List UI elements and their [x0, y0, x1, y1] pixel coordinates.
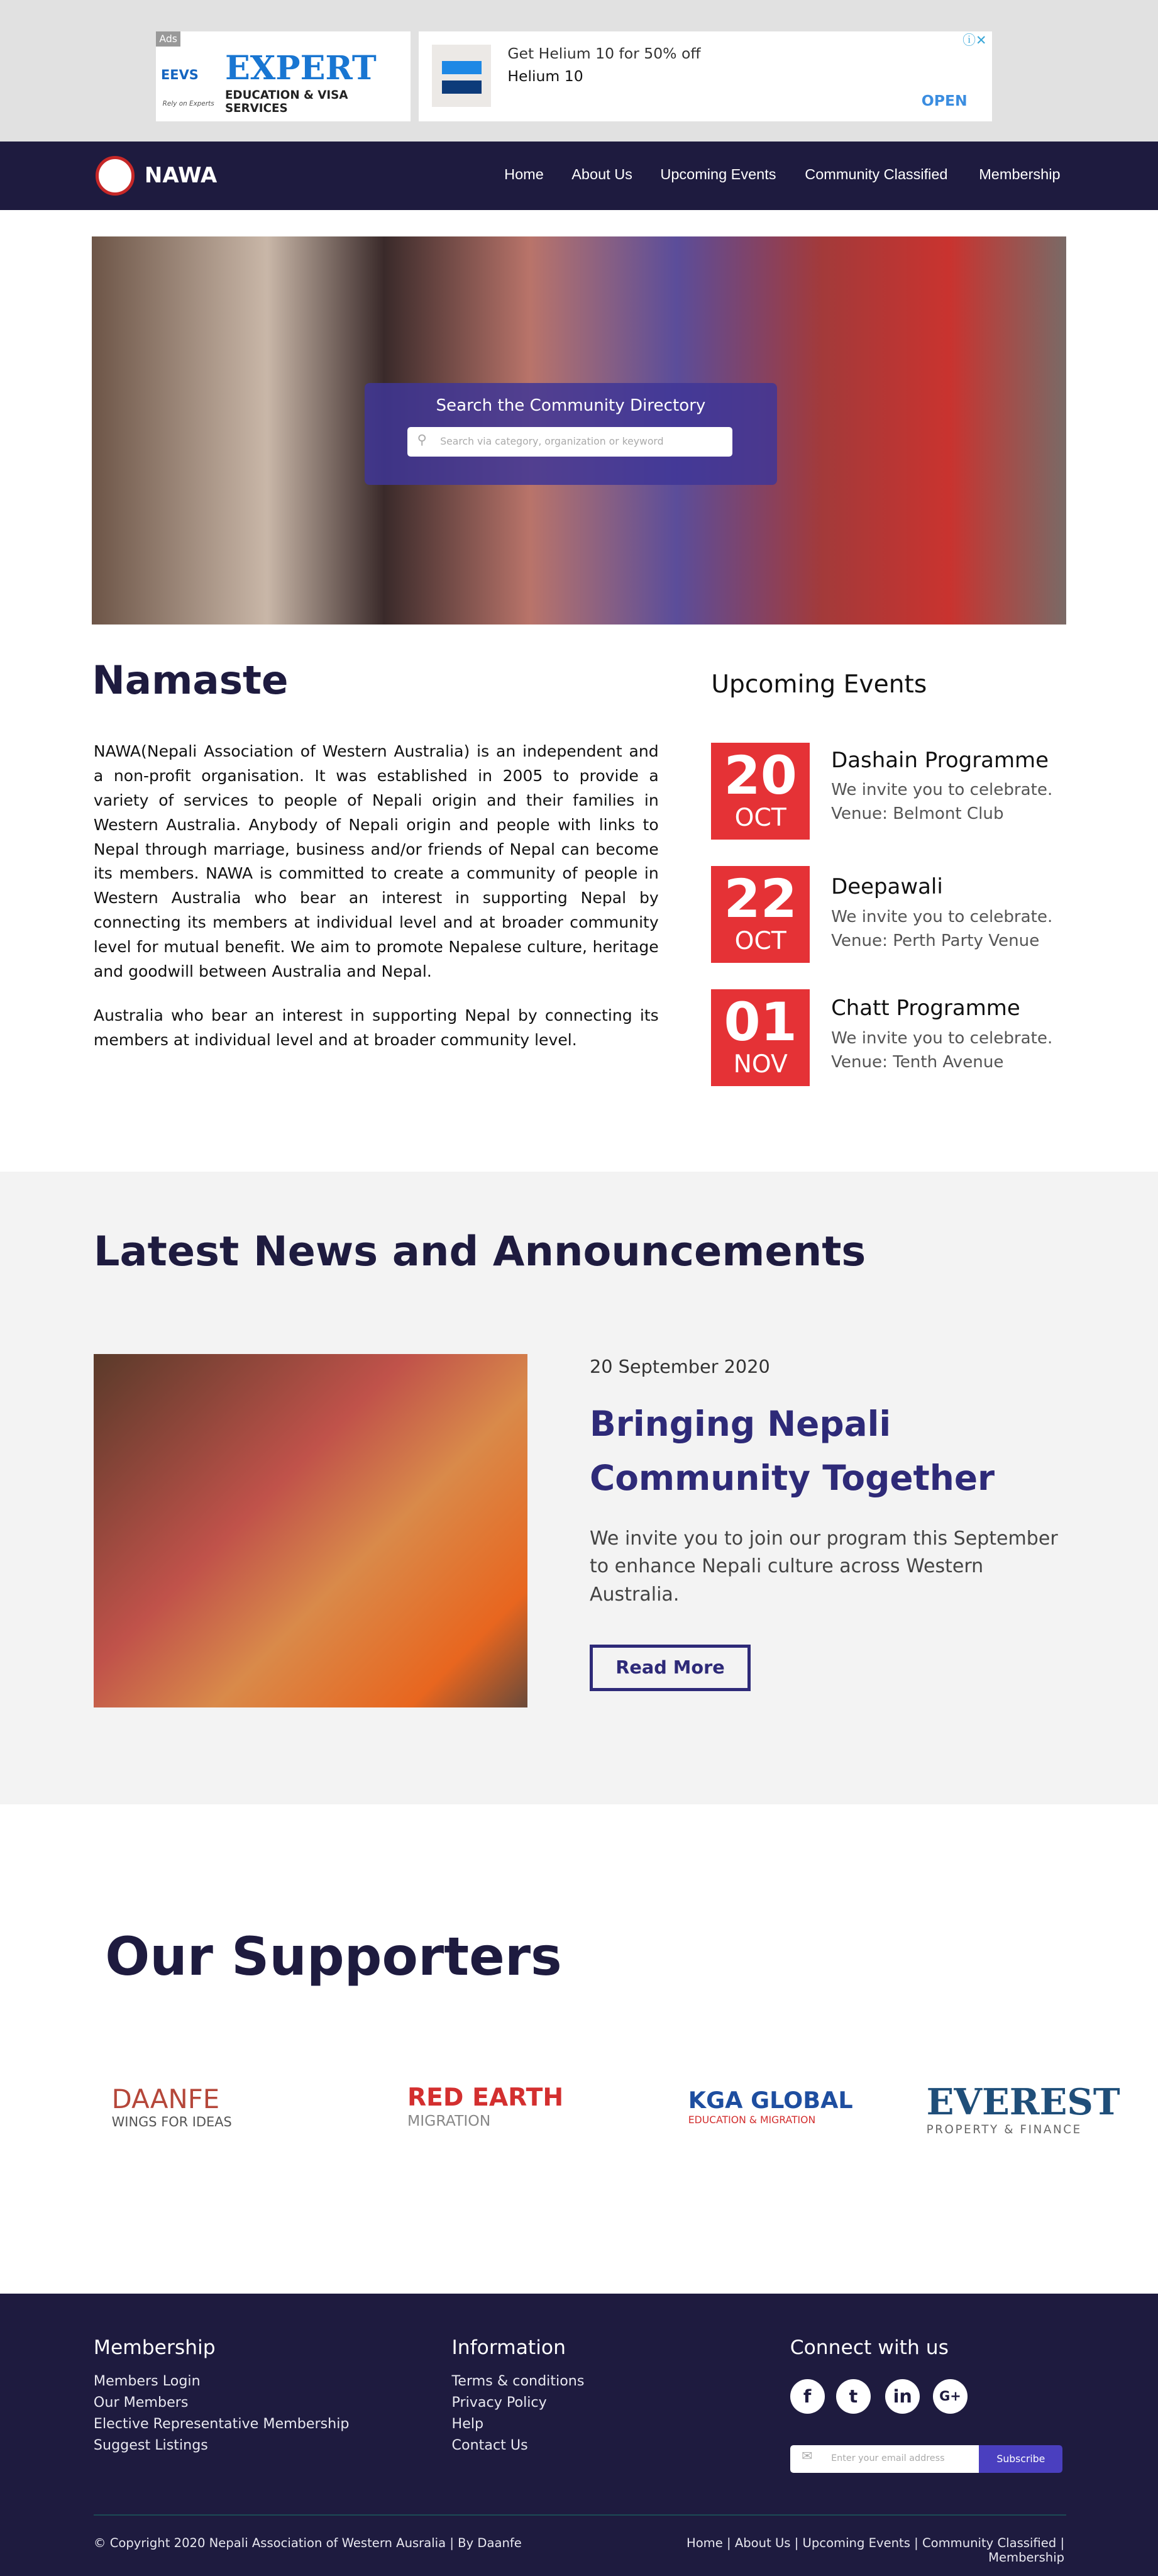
ad-close-icon[interactable]: ⓘ✕: [962, 33, 987, 48]
footer-membership-heading: Membership: [93, 2336, 216, 2360]
ad-open-button[interactable]: OPEN: [921, 92, 968, 110]
events-heading: Upcoming Events: [711, 670, 927, 699]
ad-title: EXPERT: [224, 49, 377, 88]
email-placeholder: Enter your email address: [831, 2453, 945, 2463]
footer-link[interactable]: Members Login: [93, 2372, 201, 2389]
event-title[interactable]: Chatt Programme: [831, 996, 1020, 1021]
event-venue: Venue: Belmont Club: [831, 804, 1004, 824]
logo-sub: WINGS FOR IDEAS: [111, 2114, 232, 2130]
news-headline[interactable]: [590, 1397, 995, 1505]
logo-name: KGA GLOBAL: [688, 2087, 853, 2114]
footer-bottom-links: Home | About Us | Upcoming Events | Community Classified | Membership: [686, 2535, 1065, 2565]
logo-sub: MIGRATION: [407, 2112, 491, 2130]
news-heading: Latest News and Announcements: [93, 1227, 866, 1275]
supporter-kga[interactable]: [688, 2087, 853, 2126]
supporter-red-earth[interactable]: [407, 2084, 563, 2129]
copyright: © Copyright 2020 Nepali Association of Western Ausralia | By Daanfe: [93, 2535, 522, 2550]
event-desc: [831, 779, 1052, 826]
event-month: OCT: [734, 804, 786, 833]
news-headline-line: Bringing Nepali: [589, 1403, 891, 1444]
about-paragraph-2: Australia who bear an interest in supporting Nepal by connecting its members at individual level and at broader community level.: [93, 1006, 659, 1050]
subscribe-button[interactable]: Subscribe: [979, 2445, 1062, 2473]
nav-about[interactable]: About Us: [571, 165, 632, 182]
search-placeholder: Search via category, organization or keyword: [440, 435, 664, 448]
footer-link[interactable]: Our Members: [93, 2394, 189, 2411]
event-day: 20: [724, 745, 797, 807]
event-date: [711, 866, 810, 963]
ads-badge: Ads: [156, 31, 180, 47]
bottom-link[interactable]: About Us: [734, 2535, 791, 2550]
event-invite: We invite you to celebrate.: [831, 907, 1053, 926]
event-desc: [831, 906, 1052, 953]
facebook-icon[interactable]: f: [790, 2379, 825, 2414]
read-more-button[interactable]: Read More: [590, 1645, 751, 1690]
event-title[interactable]: Deepawali: [831, 874, 943, 899]
nav-classified[interactable]: Community Classified: [805, 165, 948, 182]
logo-name: RED EARTH: [407, 2084, 564, 2112]
directory-search: [365, 383, 777, 485]
footer-link[interactable]: Help: [451, 2415, 484, 2432]
supporter-everest[interactable]: [927, 2080, 1120, 2136]
event-invite: We invite you to celebrate.: [831, 1028, 1053, 1048]
nav-events[interactable]: Upcoming Events: [660, 165, 776, 182]
event-invite: We invite you to celebrate.: [831, 780, 1053, 800]
nawa-logo-icon[interactable]: [96, 156, 135, 196]
namaste-heading: Namaste: [92, 657, 289, 704]
google-plus-icon[interactable]: G+: [933, 2379, 968, 2414]
ad-helium[interactable]: [419, 31, 992, 122]
footer-divider: [94, 2514, 1066, 2516]
email-input[interactable]: [790, 2445, 979, 2473]
event-date: [711, 989, 810, 1086]
ad-banner: [0, 0, 1158, 142]
supporter-daanfe[interactable]: [112, 2084, 232, 2129]
footer-link[interactable]: Contact Us: [451, 2436, 528, 2453]
event-month: OCT: [734, 927, 786, 956]
event-date: [711, 743, 810, 840]
search-title: Search the Community Directory: [436, 396, 706, 415]
footer-connect-heading: Connect with us: [790, 2336, 949, 2360]
mail-icon: ✉: [802, 2448, 813, 2464]
twitter-icon[interactable]: t: [836, 2379, 871, 2414]
news-headline-line: Community Together: [589, 1458, 995, 1499]
bottom-link[interactable]: Community Classified: [922, 2535, 1057, 2550]
event-day: 01: [724, 991, 797, 1053]
news-body: We invite you to join our program this September to enhance Nepali culture across Western Australia.: [589, 1527, 1058, 1606]
footer-info-heading: Information: [451, 2336, 566, 2360]
footer-link[interactable]: Suggest Listings: [93, 2436, 208, 2453]
eevs-logo: EEVS: [161, 67, 199, 83]
event-day: 22: [724, 868, 797, 930]
ad-brand: Helium 10: [507, 67, 583, 86]
supporters-heading: Our Supporters: [105, 1926, 562, 1988]
news-image[interactable]: [94, 1354, 527, 1707]
main-nav: [0, 142, 1158, 211]
bottom-link[interactable]: Membership: [988, 2550, 1065, 2565]
event-venue: Venue: Tenth Avenue: [831, 1052, 1004, 1072]
search-input[interactable]: [407, 427, 732, 457]
footer-link[interactable]: Elective Representative Membership: [93, 2415, 350, 2432]
nav-home[interactable]: Home: [504, 165, 544, 182]
brand-name[interactable]: NAWA: [144, 162, 218, 188]
ad-headline: Get Helium 10 for 50% off: [507, 44, 701, 62]
logo-name: EVEREST: [926, 2080, 1120, 2123]
ad-subtitle: EDUCATION & VISA SERVICES: [224, 89, 348, 116]
event-month: NOV: [733, 1050, 788, 1079]
ad-tagline: Rely on Experts: [162, 100, 214, 108]
footer-link[interactable]: Terms & conditions: [451, 2372, 585, 2389]
event-title[interactable]: Dashain Programme: [831, 747, 1049, 773]
event-desc: [831, 1027, 1052, 1075]
linkedin-icon[interactable]: in: [885, 2379, 920, 2414]
footer: [0, 2294, 1158, 2576]
event-venue: Venue: Perth Party Venue: [831, 931, 1040, 950]
logo-name: DAANFE: [111, 2084, 220, 2115]
nav-membership[interactable]: Membership: [979, 165, 1061, 182]
helium-logo-icon: [432, 45, 491, 107]
news-section: [0, 1172, 1158, 1804]
search-icon: ⚲: [417, 432, 427, 448]
logo-sub: EDUCATION & MIGRATION: [688, 2114, 816, 2126]
footer-link[interactable]: Privacy Policy: [451, 2394, 547, 2411]
news-date: 20 September 2020: [589, 1355, 770, 1377]
bottom-link[interactable]: Upcoming Events: [802, 2535, 910, 2550]
about-paragraph: NAWA(Nepali Association of Western Australia) is an independent and a non-profit organisation. It was established in 2005 to provide a variety of services to people of Nepali origin and their families in Western Australia. Anybody of Nepali origin and people with links to Nepal through marriage, business and/or friends of Nepal can become its members. NAWA is committed to create a community of people in Western Australia who bear an interest in supporting Nepal by connecting its members at individual level and at broader community level for mutual benefit. We aim to promote Nepalese culture, heritage and goodwill between Australia and Nepal.: [93, 741, 659, 981]
logo-sub: PROPERTY & FINANCE: [926, 2123, 1082, 2136]
ad-expert[interactable]: [156, 31, 411, 122]
bottom-link[interactable]: Home: [686, 2535, 723, 2550]
